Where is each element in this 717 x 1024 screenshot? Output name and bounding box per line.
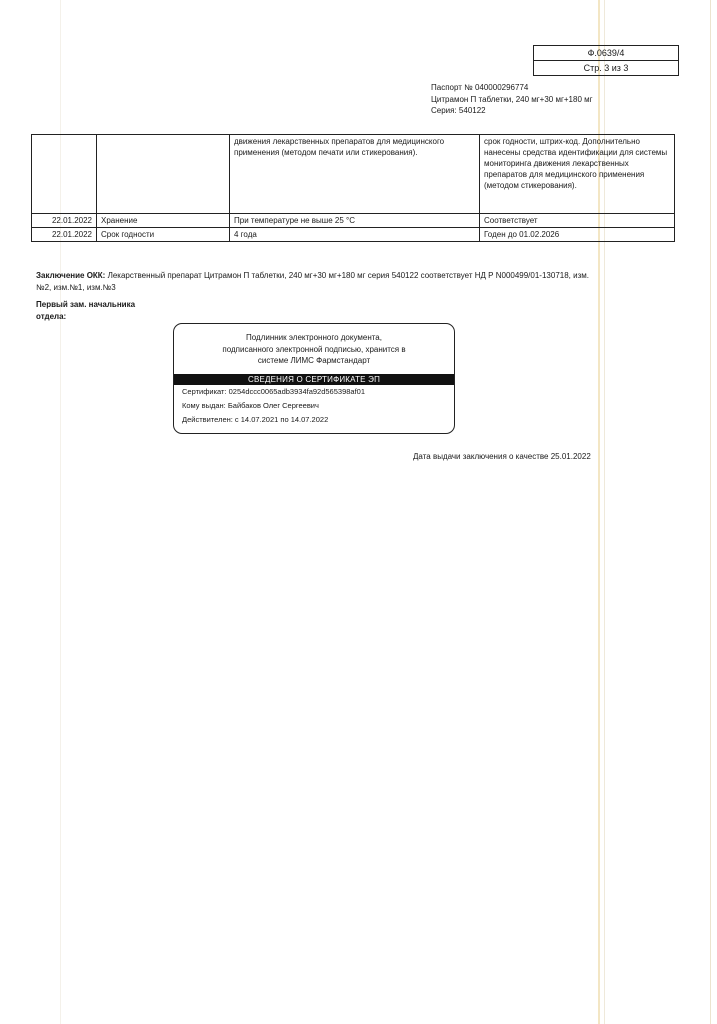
cell-requirement: движения лекарственных препаратов для медицинского применения (методом печати или стикерования). (230, 135, 480, 214)
cell-requirement: При температуре не выше 25 °С (230, 214, 480, 228)
scan-artifact (710, 0, 711, 1024)
form-code: Ф.0639/4 (587, 48, 625, 58)
passport-header (431, 82, 593, 117)
test-results-table (31, 134, 675, 242)
passport-number: Паспорт № 040000296774 (431, 83, 529, 92)
cell-date: 22.01.2022 (32, 214, 97, 228)
stamp-text: Подлинник электронного документа, (246, 333, 382, 342)
signer-title (36, 299, 135, 323)
cell-indicator: Срок годности (97, 228, 230, 242)
page-number: Стр. 3 из 3 (534, 60, 678, 75)
conclusion-label: Заключение ОКК: (36, 271, 106, 280)
cell-date: 22.01.2022 (32, 228, 97, 242)
certificate-info-bar: СВЕДЕНИЯ О СЕРТИФИКАТЕ ЭП (174, 374, 454, 385)
conclusion-text: Лекарственный препарат Цитрамон П таблетки, 240 мг+30 мг+180 мг серия 540122 соответствует НД Р N000499/01-130718, изм.№2, изм.№1, изм.№3 (36, 271, 589, 292)
product-name: Цитрамон П таблетки, 240 мг+30 мг+180 мг (431, 94, 593, 104)
table-row (32, 214, 675, 228)
issue-date: Дата выдачи заключения о качестве 25.01.2022 (413, 452, 591, 461)
certificate-validity: Действителен: с 14.07.2021 по 14.07.2022 (182, 415, 329, 424)
stamp-header (174, 324, 454, 374)
signer-line: отдела: (36, 312, 67, 321)
cell-indicator (97, 135, 230, 214)
cell-requirement: 4 года (230, 228, 480, 242)
certificate-number: Сертификат: 0254dccc0065adb3934fa92d565398af01 (182, 387, 366, 396)
table-row (32, 135, 675, 214)
form-code-box (533, 45, 679, 76)
series-number: Серия: 540122 (431, 106, 486, 115)
cell-result: Соответствует (480, 214, 675, 228)
certificate-owner: Кому выдан: Байбаков Олег Сергеевич (182, 401, 319, 410)
stamp-text: системе ЛИМС Фармстандарт (257, 356, 371, 365)
table-row (32, 228, 675, 242)
cell-result: срок годности, штрих-код. Дополнительно нанесены средства идентификации для системы мониторинга движения лекарственных препаратов для медицинского применения (методом стикерования). (480, 135, 675, 214)
electronic-signature-stamp (173, 323, 455, 434)
stamp-text: подписанного электронной подписью, хранится в (222, 344, 406, 354)
signer-line: Первый зам. начальника (36, 300, 136, 309)
qc-conclusion (36, 270, 596, 294)
cell-date (32, 135, 97, 214)
cell-result: Годен до 01.02.2026 (480, 228, 675, 242)
cell-indicator: Хранение (97, 214, 230, 228)
